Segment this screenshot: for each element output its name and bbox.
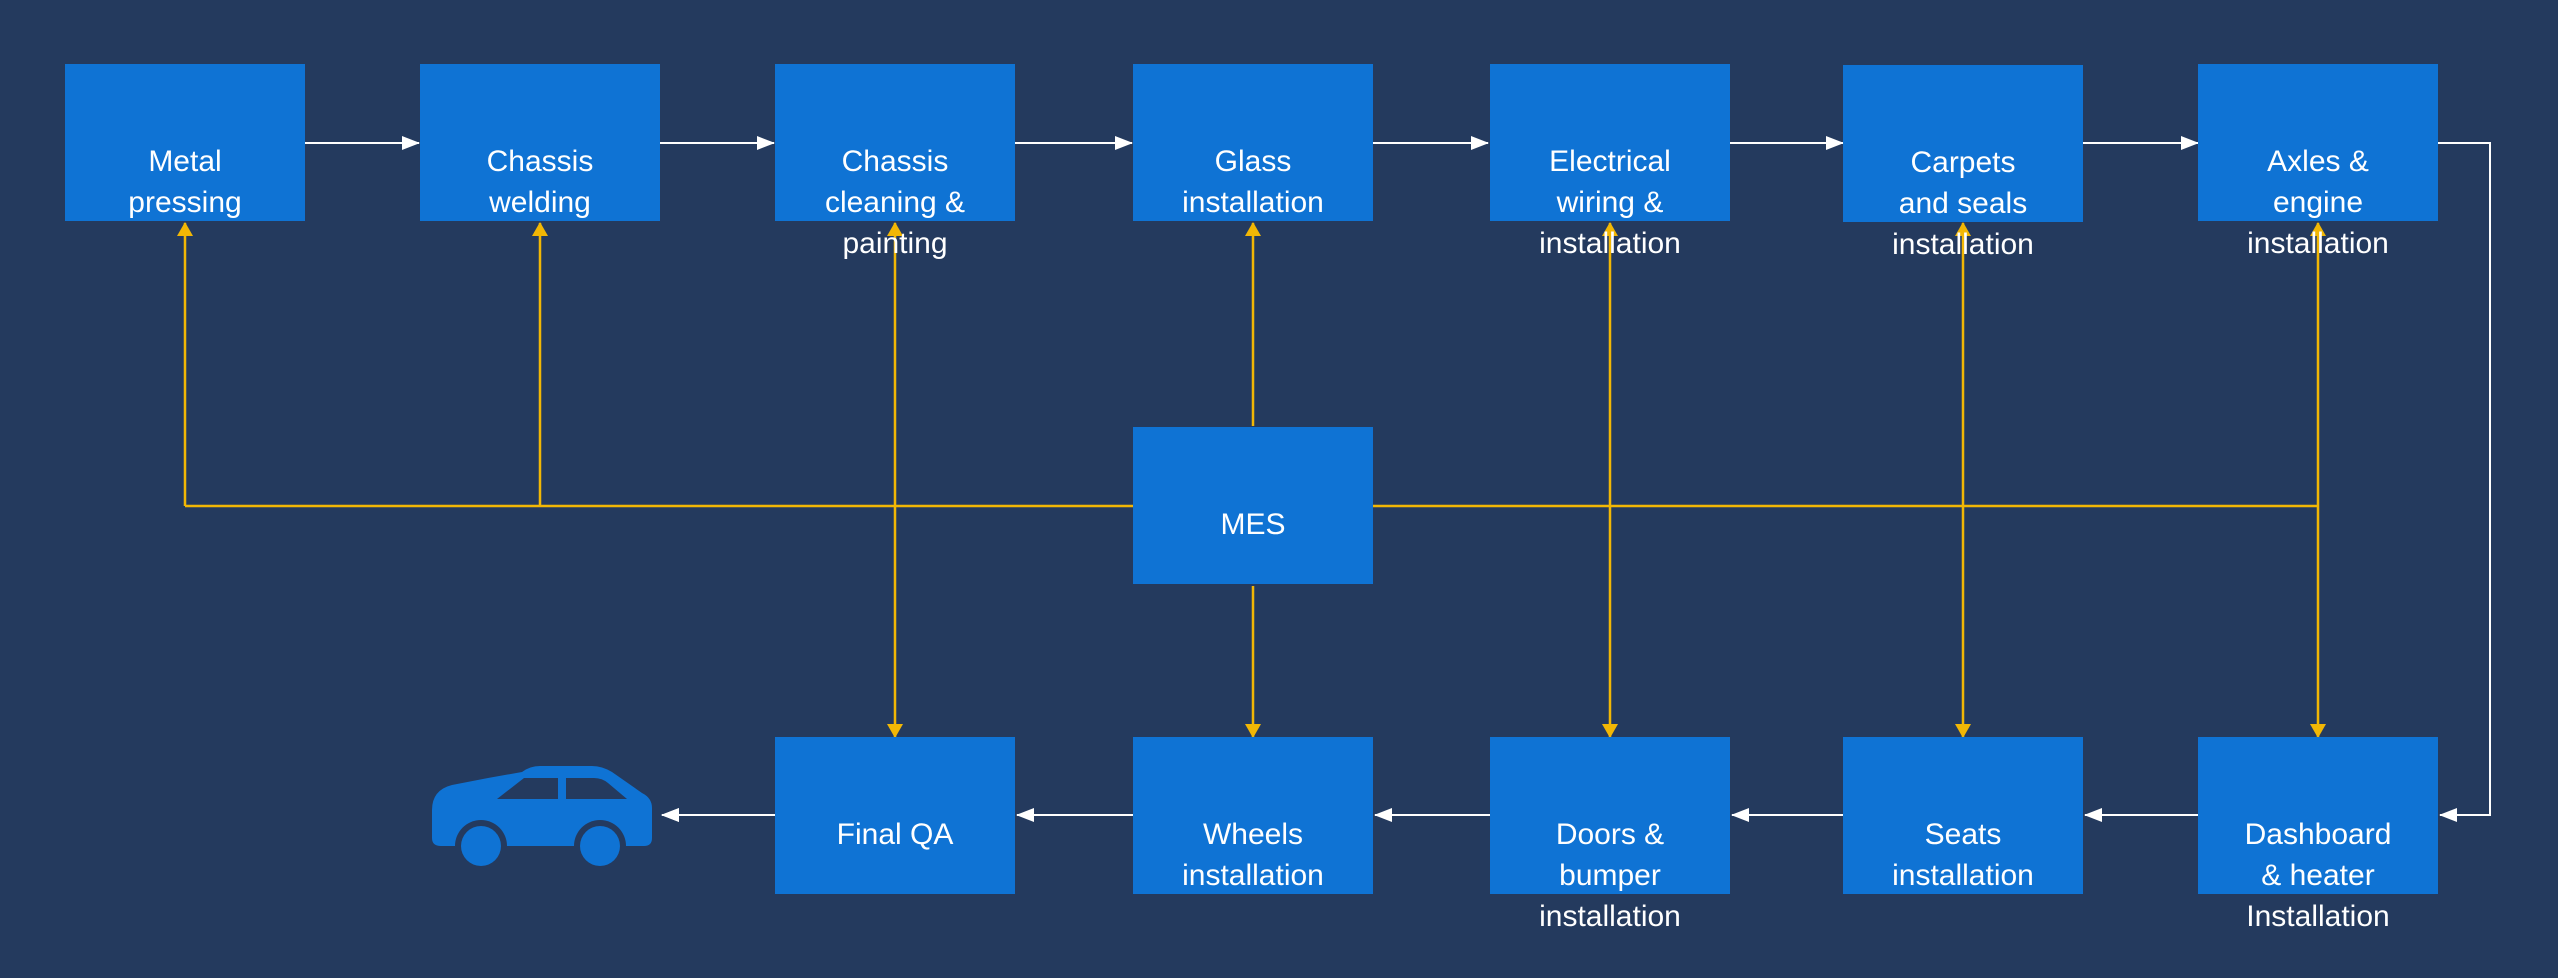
step-metal-pressing: [65, 64, 305, 221]
step-label: Carpets and seals installation: [1892, 146, 2034, 261]
step-final-qa: [775, 737, 1015, 894]
mes-label: MES: [1220, 508, 1286, 541]
step-label: Dashboard & heater Installation: [2244, 818, 2392, 933]
step-dashboard-heater: [2198, 737, 2438, 933]
step-label: Electrical wiring & installation: [1539, 145, 1681, 260]
step-label: Glass installation: [1182, 145, 1324, 219]
step-axles-engine: [2198, 64, 2438, 260]
step-label: Metal pressing: [128, 145, 242, 219]
step-label: Doors & bumper installation: [1539, 818, 1681, 933]
step-label: Seats installation: [1892, 818, 2034, 892]
step-doors-bumper: [1490, 737, 1730, 933]
step-chassis-welding: [420, 64, 660, 221]
step-glass-installation: [1133, 64, 1373, 221]
mes-box: [1133, 427, 1373, 584]
step-label: Chassis welding: [486, 145, 594, 219]
step-electrical-wiring: [1490, 64, 1730, 260]
step-label: Axles & engine installation: [2247, 145, 2389, 260]
step-label: Wheels installation: [1182, 818, 1324, 892]
step-chassis-cleaning-painting: [775, 64, 1015, 260]
step-label: Chassis cleaning & painting: [824, 145, 966, 260]
step-seats-installation: [1843, 737, 2083, 894]
step-wheels-installation: [1133, 737, 1373, 894]
step-label: Final QA: [836, 818, 954, 851]
step-carpets-seals: [1843, 65, 2083, 261]
